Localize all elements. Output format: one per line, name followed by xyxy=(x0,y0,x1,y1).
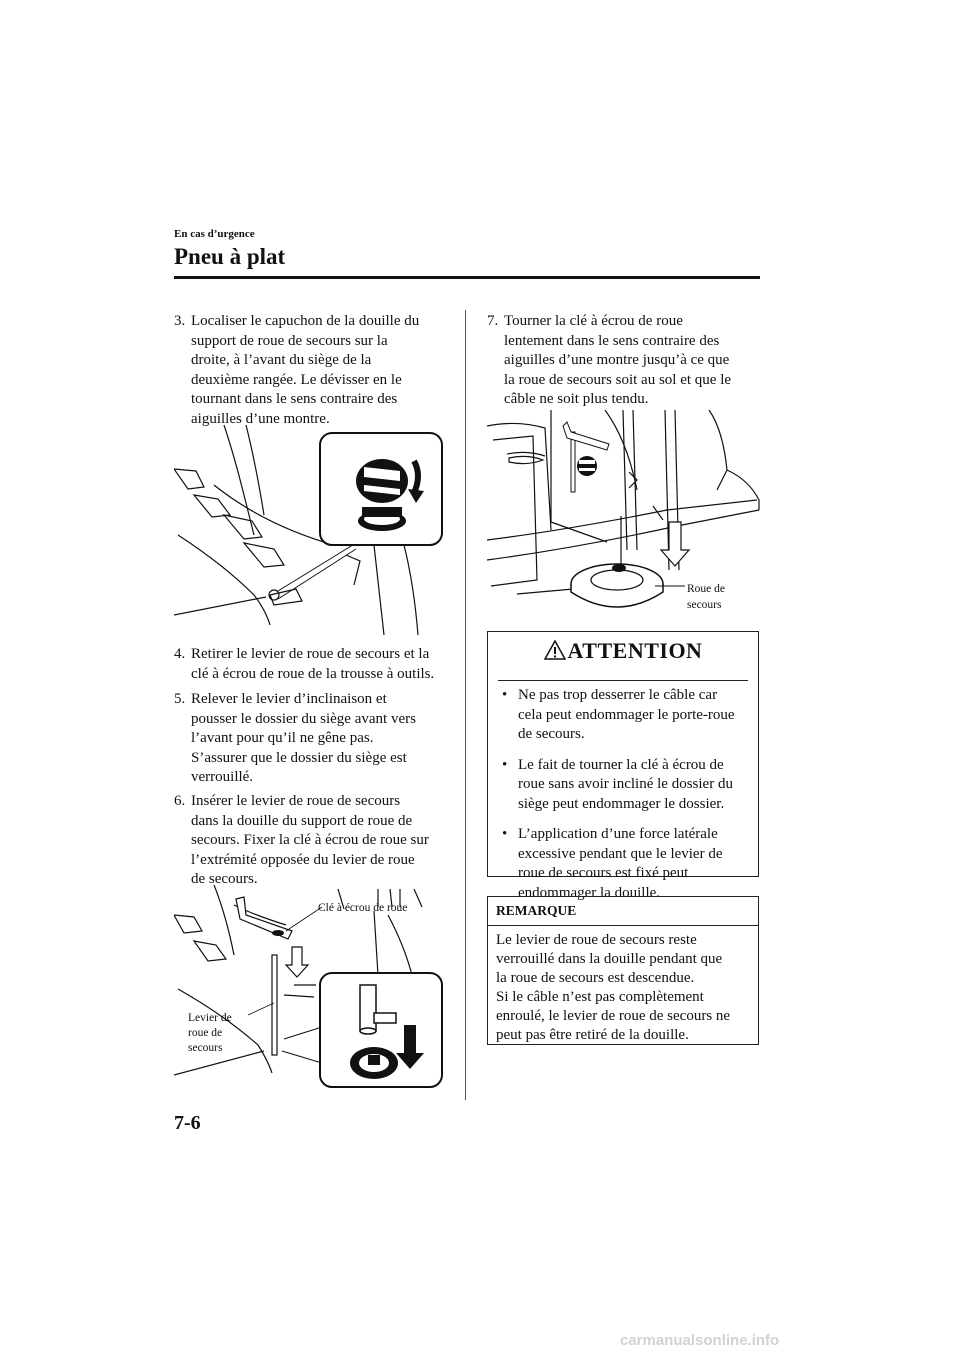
step-7 xyxy=(487,312,731,410)
lever-label-line: roue de xyxy=(188,1027,223,1039)
note-line: peut pas être retiré de la douille. xyxy=(496,1027,689,1043)
step-line: dans la douille du support de roue de xyxy=(191,812,413,829)
attention-line: cela peut endommager le porte-roue xyxy=(518,706,735,723)
step-line: Tourner la clé à écrou de roue xyxy=(504,313,683,329)
spare-label-line: Roue de xyxy=(687,583,726,595)
attention-title: ATTENTION xyxy=(567,638,703,663)
note-title: REMARQUE xyxy=(496,903,577,918)
attention-line: roue de secours est fixé peut xyxy=(518,865,689,881)
step-line: Relever le levier d’inclinaison et xyxy=(191,691,387,707)
step-line: de secours. xyxy=(191,871,258,887)
step-line: clé à écrou de roue de la trousse à outils. xyxy=(191,665,435,682)
step-number: 7. xyxy=(487,313,499,329)
step-line: aiguilles d’une montre jusqu’à ce que xyxy=(504,352,730,368)
step-4 xyxy=(174,645,434,684)
figure-lever-insert xyxy=(174,885,446,1093)
step-number: 5. xyxy=(174,691,186,707)
step-line: pousser le dossier du siège avant vers xyxy=(191,710,416,727)
step-line: lentement dans le sens contraire des xyxy=(504,332,720,349)
lever-label-line: Levier de xyxy=(188,1012,232,1024)
attention-line: Le fait de tourner la clé à écrou de xyxy=(518,756,724,773)
step-number: 6. xyxy=(174,793,186,809)
column-divider xyxy=(465,310,466,1100)
step-line: Insérer le levier de roue de secours xyxy=(191,793,401,809)
attention-line: endommager la douille. xyxy=(518,884,661,901)
step-number: 3. xyxy=(174,313,186,329)
wrench-label: Clé à écrou de roue xyxy=(318,902,408,914)
title-rule xyxy=(174,276,760,279)
attention-line: siège peut endommager le dossier. xyxy=(518,795,725,812)
page-title: Pneu à plat xyxy=(174,244,286,269)
bullet-icon: • xyxy=(502,756,508,773)
figure-cap-removal xyxy=(174,425,446,635)
warning-triangle-icon xyxy=(544,640,566,660)
attention-divider xyxy=(498,680,748,681)
step-line: l’extrémité opposée du levier de roue xyxy=(191,851,415,868)
attention-item xyxy=(502,686,735,745)
attention-line: L’application d’une force latérale xyxy=(518,826,718,842)
step-3 xyxy=(174,312,419,429)
bullet-icon: • xyxy=(502,687,508,703)
note-line: Le levier de roue de secours reste xyxy=(496,932,697,948)
step-number: 4. xyxy=(174,646,186,662)
bullet-icon: • xyxy=(502,826,508,842)
step-line: Localiser le capuchon de la douille du xyxy=(191,313,420,329)
figure-spare-lowering xyxy=(487,410,767,620)
step-6 xyxy=(174,792,429,890)
lever-label-line: secours xyxy=(188,1042,223,1054)
step-line: câble ne soit plus tendu. xyxy=(504,391,649,407)
spare-label-line: secours xyxy=(687,599,722,611)
note-line: enroulé, le levier de roue de secours ne xyxy=(496,1008,731,1024)
step-line: droite, à l’avant du siège de la xyxy=(191,352,372,368)
attention-line: de secours. xyxy=(518,726,585,742)
section-label: En cas d’urgence xyxy=(174,228,255,240)
note-box xyxy=(487,896,759,1045)
step-line: Retirer le levier de roue de secours et la xyxy=(191,646,430,662)
page-number: 7-6 xyxy=(174,1112,201,1134)
step-line: secours. Fixer la clé à écrou de roue sur xyxy=(191,832,429,848)
note-line: la roue de secours est descendue. xyxy=(496,970,695,986)
attention-heading xyxy=(488,638,758,664)
note-line: Si le câble n’est pas complètement xyxy=(496,989,704,1005)
step-line: S’assurer que le dossier du siège est xyxy=(191,749,407,766)
step-line: aiguilles d’une montre. xyxy=(191,410,330,427)
step-5 xyxy=(174,690,416,788)
attention-line: excessive pendant que le levier de xyxy=(518,845,723,862)
step-line: deuxième rangée. Le dévisser en le xyxy=(191,371,402,388)
attention-item xyxy=(502,756,735,815)
step-line: la roue de secours soit au sol et que le xyxy=(504,371,732,388)
attention-box xyxy=(487,631,759,901)
attention-line: Ne pas trop desserrer le câble car xyxy=(518,687,718,703)
watermark: carmanualsonline.info xyxy=(620,1332,780,1349)
step-line: tournant dans le sens contraire des xyxy=(191,391,398,407)
note-line: verrouillé dans la douille pendant que xyxy=(496,951,723,967)
step-line: verrouillé. xyxy=(191,769,254,785)
step-line: l’avant pour qu’il ne gêne pas. xyxy=(191,730,374,746)
note-divider xyxy=(488,925,758,926)
step-line: support de roue de secours sur la xyxy=(191,332,388,349)
attention-line: roue sans avoir incliné le dossier du xyxy=(518,776,733,792)
attention-item xyxy=(502,825,735,903)
